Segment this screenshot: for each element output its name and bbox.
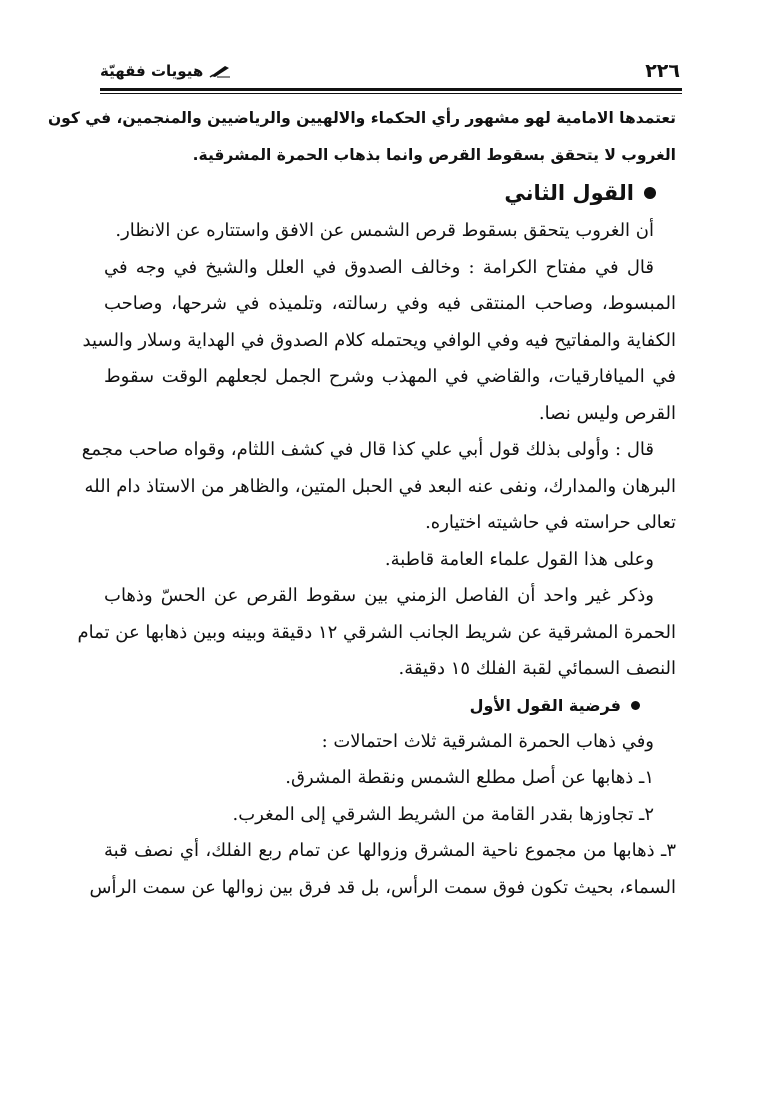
text-line: في الميافارقيات، والقاضي في المهذب وشرح الجمل لجعلهم الوقت سقوط: [104, 366, 676, 387]
text-line: القرص وليس نصا.: [538, 402, 676, 424]
header-rule: [100, 88, 682, 91]
page-header: [100, 54, 680, 88]
running-title: هيويات فقهيّة: [100, 62, 204, 80]
subsection-heading-text: فرضية القول الأول: [469, 695, 621, 715]
text-line: البرهان والمدارك، ونفى عنه البعد في الحبل المتين، والظاهر من الاستاذ دام الله: [84, 475, 676, 497]
section-heading-text: القول الثاني: [504, 181, 634, 205]
bullet-icon: [631, 701, 640, 710]
section-heading: [104, 173, 676, 213]
bullet-icon: [644, 187, 656, 199]
list-item: ١ـ ذهابها عن أصل مطلع الشمس ونقطة المشرق.: [285, 767, 654, 788]
text-line: تعتمدها الامامية لهو مشهور رأي الحكماء والالهيين والرياضيين والمنجمين، في كون: [47, 109, 676, 127]
header-rule-thin: [100, 93, 682, 94]
text-line: المبسوط، وصاحب المنتقى فيه وفي رسالته، وتلميذه في شرحها، وصاحب: [104, 293, 676, 314]
text-line: وذكر غير واحد أن الفاصل الزمني بين سقوط القرص عن الحسّ وذهاب: [104, 585, 654, 606]
text-line: وعلى هذا القول علماء العامة قاطبة.: [384, 548, 654, 570]
text-line: وفي ذهاب الحمرة المشرقية ثلاث احتمالات :: [321, 730, 654, 752]
page-content: [47, 100, 676, 906]
list-item: ٢ـ تجاوزها بقدر القامة من الشريط الشرقي إلى المغرب.: [232, 803, 654, 825]
list-item: ٣ـ ذهابها من مجموع ناحية المشرق وزوالها عن تمام ربع الفلك، أي نصف قبة: [104, 840, 676, 861]
text-line: النصف السمائي لقبة الفلك ١٥ دقيقة.: [398, 658, 676, 679]
text-line: قال : وأولى بذلك قول أبي علي كذا قال في كشف اللثام، وقواه صاحب مجمع: [81, 439, 654, 460]
running-title-group: [100, 62, 231, 80]
text-line: أن الغروب يتحقق بسقوط قرص الشمس عن الافق واستتاره عن الانظار.: [115, 220, 654, 241]
text-line: قال في مفتاح الكرامة : وخالف الصدوق في العلل والشيخ في وجه في: [104, 256, 654, 278]
text-line: الغروب لا يتحقق بسقوط القرص وانما بذهاب الحمرة المشرقية.: [192, 145, 676, 164]
pen-icon: [209, 64, 231, 78]
text-line: السماء، بحيث تكون فوق سمت الرأس، بل قد فرق بين زوالها عن سمت الرأس: [89, 876, 676, 898]
text-line: الحمرة المشرقية عن شريط الجانب الشرقي ١٢ دقيقة وبينه وبين ذهابها عن تمام: [77, 621, 676, 643]
subsection-heading: [104, 688, 676, 724]
text-line: تعالى حراسته في حاشيته اختياره.: [425, 512, 676, 533]
text-line: الكفاية والمفاتيح فيه وفي الوافي ويحتمله كلام الصدوق في الهداية وسلار والسيد: [82, 329, 676, 351]
page-number: ٢٢٦: [645, 60, 680, 82]
